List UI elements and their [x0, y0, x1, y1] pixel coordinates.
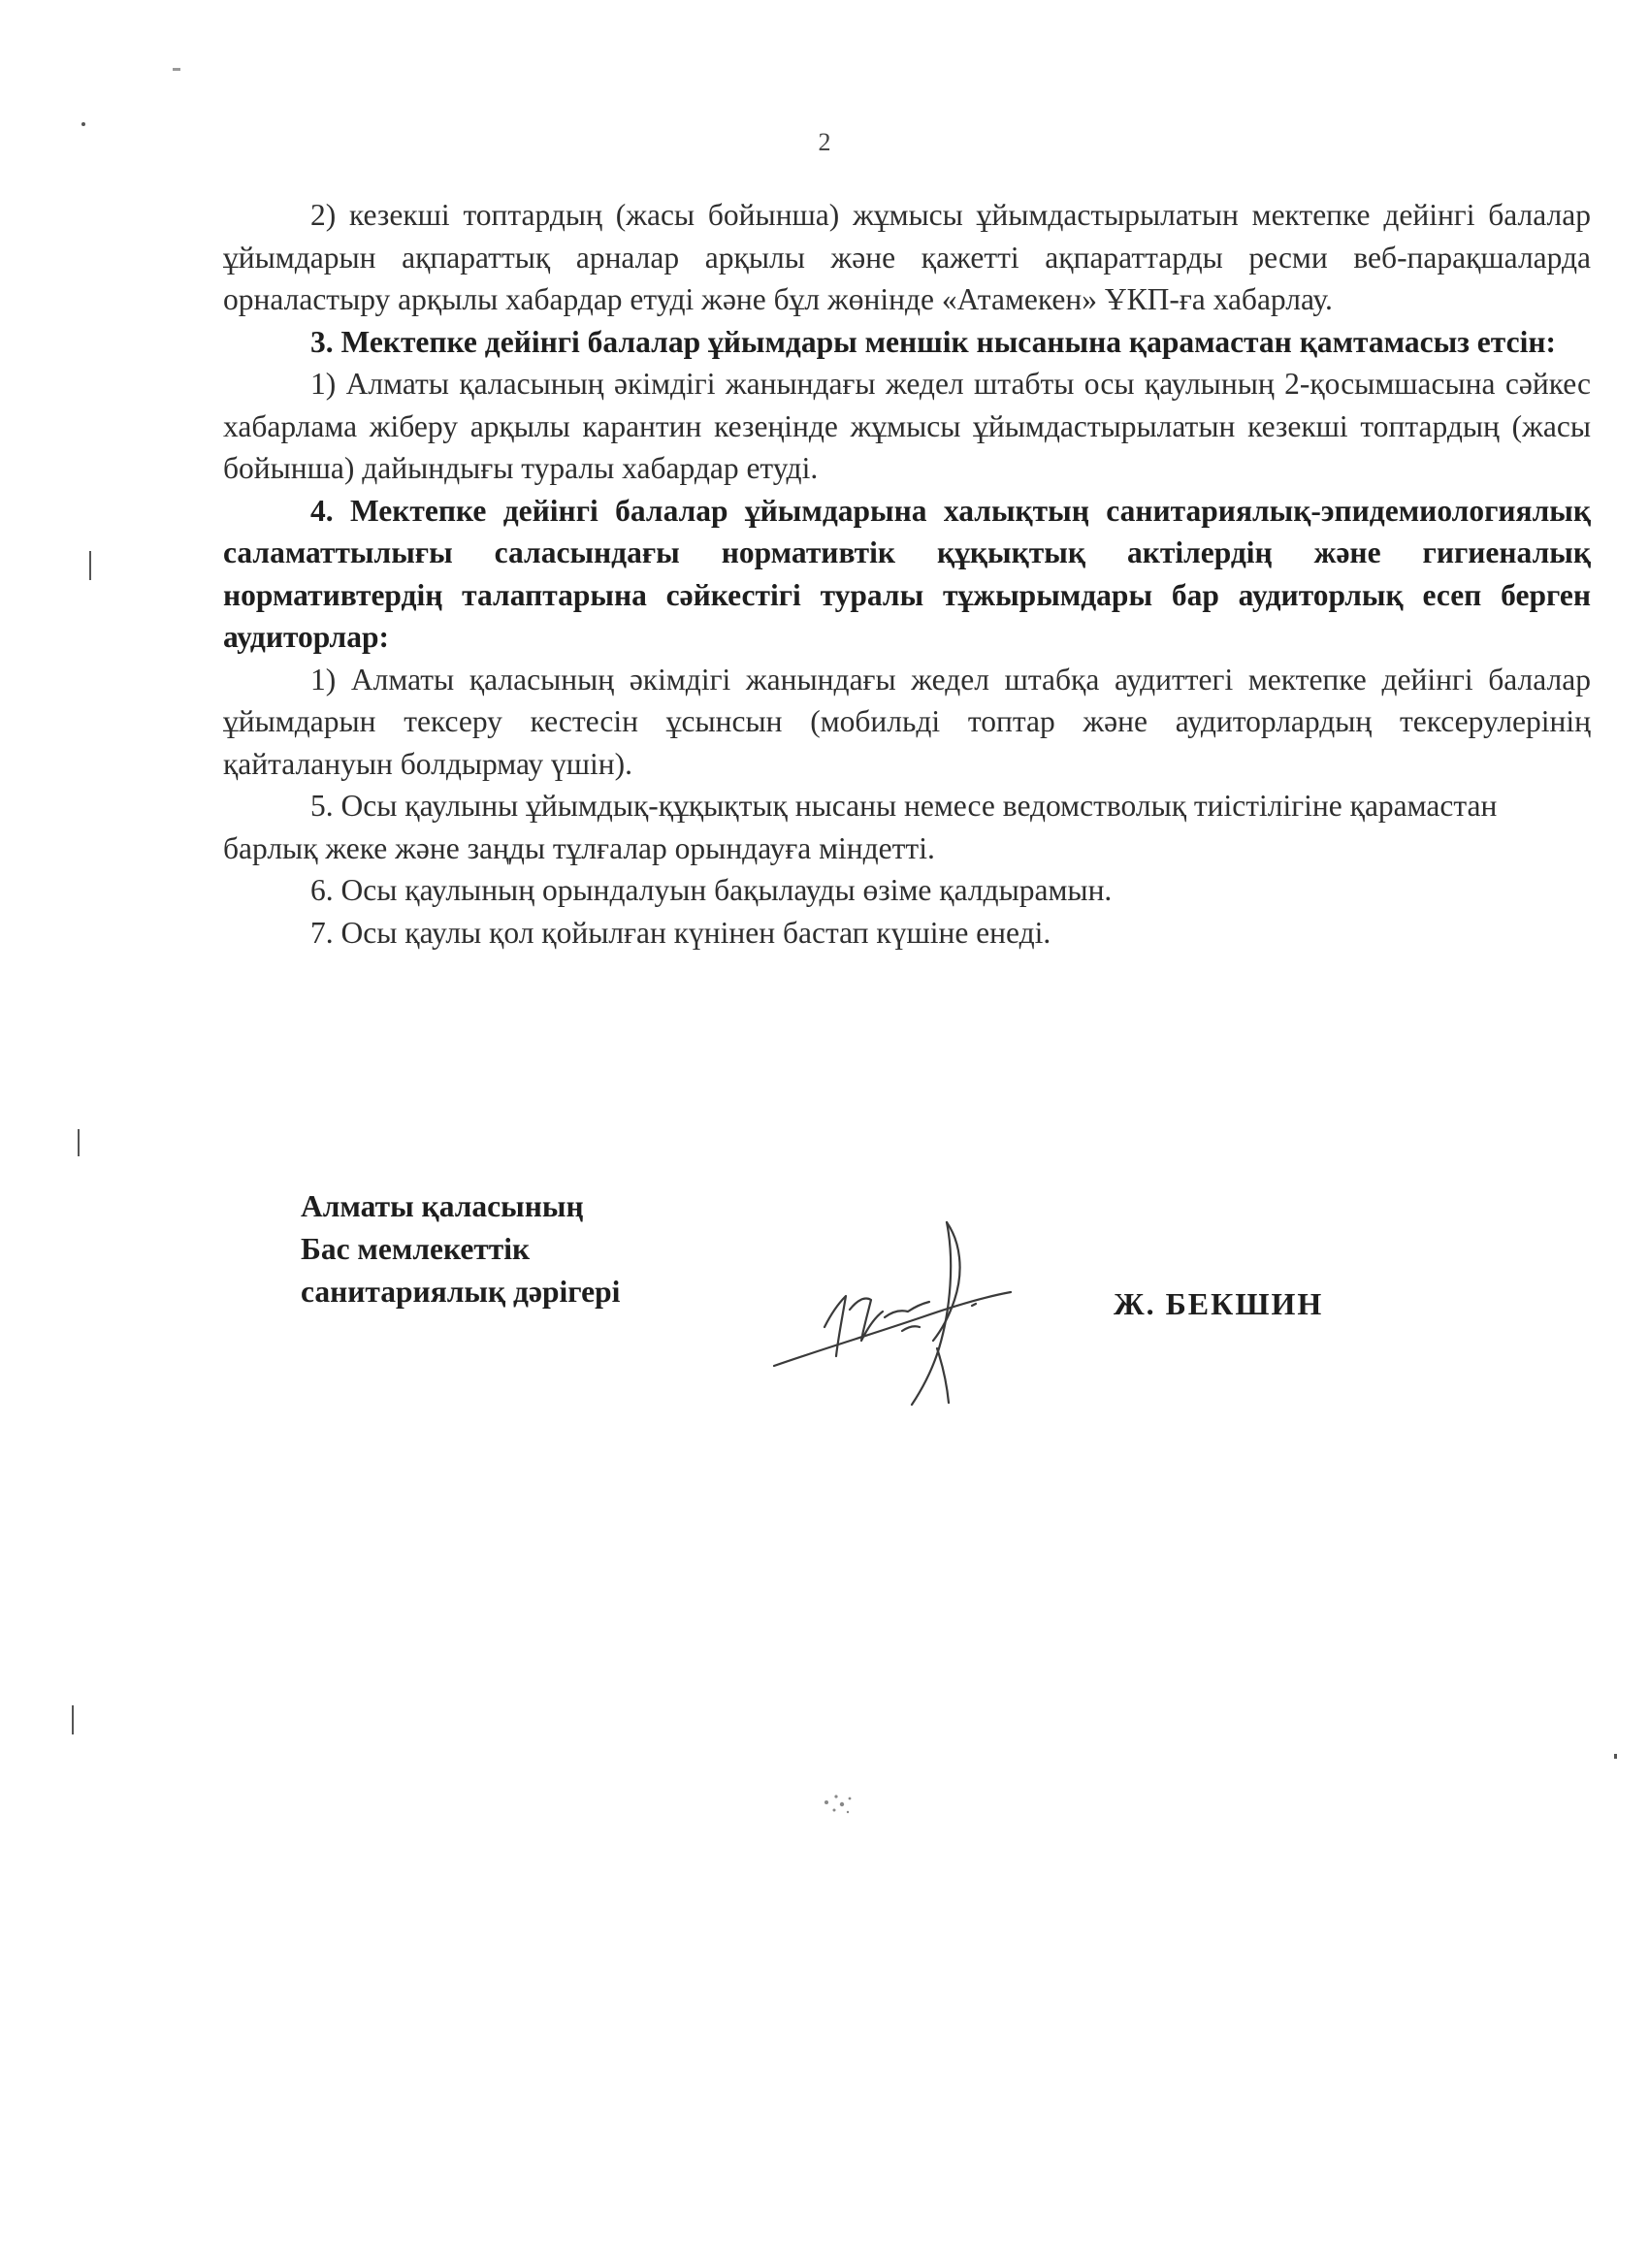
handwritten-signature	[757, 1203, 1086, 1436]
paragraph-item-2-info: 2) кезекші топтардың (жасы бойынша) жұмысы ұйымдастырылатын мектепке дейінгі балалар ұйымдарын ақпараттық арналар арқылы және қажетті ақпараттарды ресми веб-парақшаларда орналастыру арқылы хабардар етуді және бұл жөнінде «Атамекен» ҰКП-ға хабарлау.	[223, 198, 1591, 316]
signatory-title-line: Бас мемлекеттік	[301, 1232, 531, 1266]
paragraph-section-3-heading: 3. Мектепке дейінгі балалар ұйымдары меншік нысанына қарамастан қамтамасыз етсін:	[310, 324, 1556, 359]
signatory-title-line: санитариялық дәрігері	[301, 1275, 621, 1309]
paragraph-section-4-item-1: 1) Алматы қаласының әкімдігі жанындағы жедел штабқа аудиттегі мектепке дейінгі балалар ұйымдарын тексеру кестесін ұсынсын (мобильді топтар және аудиторлардың тексерулерінің қайталануын болдырмау үшін).	[223, 662, 1591, 781]
paragraph-section-3-item-1: 1) Алматы қаласының әкімдігі жанындағы жедел штабты осы қаулының 2-қосымшасына сәйкес хабарлама жіберу арқылы карантин кезеңінде жұмысы ұйымдастырылатын кезекші топтардың (жасы бойынша) дайындығы туралы хабардар етуді.	[223, 367, 1591, 485]
signatory-title-line: Алматы қаласының	[301, 1189, 584, 1223]
paragraph-section-5: 5. Осы қаулыны ұйымдық-құқықтық нысаны немесе ведомстволық тиістілігіне қарамастан барлық жеке және заңды тұлғалар орындауға міндетті.	[223, 789, 1498, 865]
scan-smudge	[815, 1785, 873, 1824]
scan-margin-mark	[89, 551, 91, 580]
scan-margin-mark	[72, 1705, 74, 1734]
scan-margin-mark	[173, 68, 180, 71]
scan-margin-mark	[81, 122, 85, 126]
paragraph-section-4-heading: 4. Мектепке дейінгі балалар ұйымдарына халықтың санитариялық-эпидемиологиялық саламаттылығы саласындағы нормативтік құқықтық актілердің және гигиеналық нормативтердің талаптарына сәйкестігі туралы тұжырымдары бар аудиторлық есеп берген аудиторлар:	[223, 493, 1591, 654]
document-body	[223, 194, 1591, 954]
scan-margin-mark	[78, 1129, 80, 1156]
scan-margin-mark	[1614, 1754, 1617, 1759]
signer-name: Ж. БЕКШИН	[1114, 1286, 1324, 1321]
paragraph-section-7: 7. Осы қаулы қол қойылған күнінен бастап күшіне енеді.	[310, 915, 1051, 950]
page-number: 2	[818, 128, 831, 156]
paragraph-section-6: 6. Осы қаулының орындалуын бақылауды өзіме қалдырамын.	[310, 873, 1113, 907]
signatory-title	[301, 1185, 620, 1313]
